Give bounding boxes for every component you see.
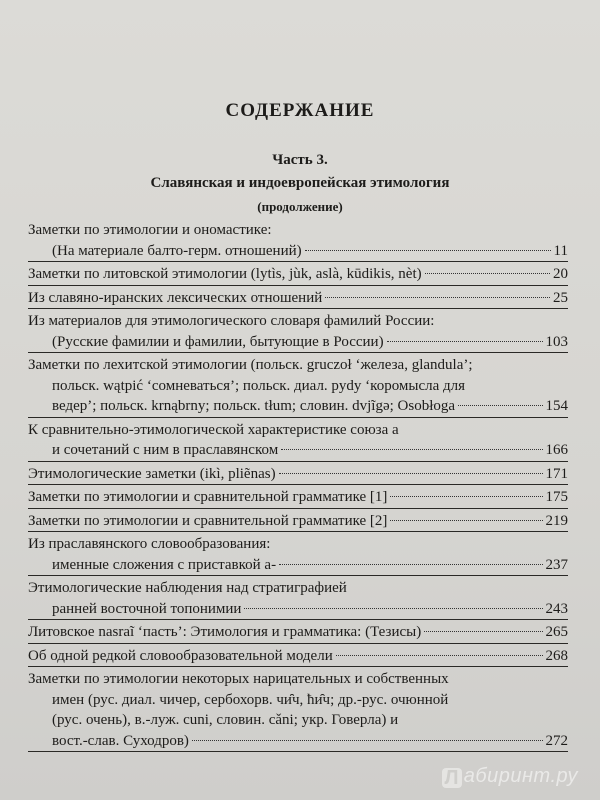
toc-page-number: 154	[545, 398, 568, 414]
toc-entry-text: и сочетаний с ним в праславянском	[52, 442, 279, 458]
toc-entry-text: Литовское nasraĩ ‘пасть’: Этимология и грамматика: (Тезисы)	[28, 624, 422, 640]
leader-dots	[279, 473, 543, 474]
toc-page-number: 243	[545, 600, 568, 617]
watermark-logo	[442, 765, 578, 788]
toc-entry	[28, 262, 568, 286]
toc-entry-text: Из праславянского словообразования:	[28, 536, 271, 552]
toc-entry	[28, 509, 568, 533]
toc-entry	[28, 218, 568, 262]
toc-entry-text: Этимологические заметки (ikì, pliẽnas)	[28, 465, 276, 482]
toc-entry	[28, 485, 568, 509]
toc-entry	[28, 286, 568, 310]
toc-entry-text: Заметки по этимологии и ономастике:	[28, 222, 272, 238]
watermark-text: абиринт.ру	[463, 765, 578, 787]
toc-page-number: 171	[545, 465, 568, 482]
leader-dots	[458, 405, 542, 406]
toc-entry-text: польск. wątpić ‘сомневаться’; польск. диал. pydy ‘коромысла для	[52, 377, 466, 394]
toc-page-number: 103	[545, 333, 568, 350]
toc-page-number: 11	[553, 242, 568, 259]
toc-entry-text: (На материале балто-герм. отношений)	[52, 242, 302, 259]
leader-dots	[244, 608, 542, 609]
leader-dots	[192, 740, 543, 741]
toc-entry-text: вост.-слав. Суходров)	[52, 732, 189, 749]
part-note: (продолжение)	[257, 199, 343, 214]
toc-entry-text: Заметки по этимологии и сравнительной грамматике [1]	[28, 489, 388, 505]
toc-page-number: 268	[545, 647, 568, 664]
logo-letter: Л	[442, 768, 462, 788]
leader-dots	[390, 496, 542, 497]
leader-dots	[390, 520, 542, 521]
toc-entry-text: ведер’; польск. krnąbrny; польск. tłum; словин. dvjĩgǝ; Osobłoga	[52, 398, 456, 414]
toc-entry-text: Об одной редкой словообразовательной модели	[28, 647, 333, 664]
toc-entry-text: Из материалов для этимологического словаря фамилий России:	[28, 313, 435, 329]
toc-page-number: 237	[545, 556, 568, 573]
toc-entry-text: Заметки по литовской этимологии (lytìs, jùk, aslà, kūdikis, nèt)	[28, 266, 422, 282]
toc-entry	[28, 667, 568, 752]
table-of-contents	[28, 218, 568, 752]
toc-entry-text: (рус. очень), в.-луж. cuni, словин. cǎni; укр. Говерла) и	[52, 712, 399, 728]
leader-dots	[424, 631, 542, 632]
toc-page-number: 166	[545, 442, 568, 458]
leader-dots	[279, 564, 542, 565]
toc-page-number: 272	[545, 732, 568, 749]
toc-entry	[28, 532, 568, 576]
toc-entry	[28, 353, 568, 418]
toc-entry-text: К сравнительно-этимологической характеристике союза а	[28, 421, 399, 438]
toc-page-number: 25	[553, 289, 568, 306]
toc-entry-text: ранней восточной топонимии	[52, 600, 242, 617]
toc-page-number: 175	[545, 489, 568, 505]
toc-entry	[28, 620, 568, 644]
part-number: Часть 3.	[272, 152, 328, 168]
toc-entry	[28, 644, 568, 668]
toc-page-number: 265	[545, 624, 568, 640]
toc-page-number: 219	[545, 512, 568, 529]
leader-dots	[305, 250, 551, 251]
toc-entry-text: (Русские фамилии и фамилии, бытующие в России)	[52, 333, 384, 350]
toc-entry-text: имен (рус. диал. чичер, сербохорв. чи̑ч, ћи̑ч; др.-рус. очюнной	[52, 691, 449, 708]
leader-dots	[336, 655, 543, 656]
leader-dots	[325, 297, 550, 298]
toc-entry-text: Заметки по этимологии некоторых нарицательных и собственных	[28, 671, 449, 687]
page-title: СОДЕРЖАНИЕ	[225, 100, 375, 121]
toc-entry-text: Из славяно-иранских лексических отношений	[28, 289, 323, 306]
leader-dots	[387, 341, 543, 342]
toc-page-number: 20	[553, 266, 568, 282]
toc-entry	[28, 418, 568, 462]
toc-entry-text: Этимологические наблюдения над стратиграфией	[28, 580, 347, 596]
toc-entry-text: Заметки по лехитской этимологии (польск. gruczoł ‘железа, glandula’;	[28, 357, 473, 373]
toc-entry	[28, 462, 568, 486]
leader-dots	[281, 449, 542, 450]
toc-entry	[28, 309, 568, 353]
toc-entry-text: именные сложения с приставкой а-	[52, 556, 277, 573]
leader-dots	[425, 273, 550, 274]
part-title: Славянская и индоевропейская этимология	[150, 175, 450, 191]
toc-entry	[28, 576, 568, 620]
toc-entry-text: Заметки по этимологии и сравнительной грамматике [2]	[28, 512, 388, 529]
